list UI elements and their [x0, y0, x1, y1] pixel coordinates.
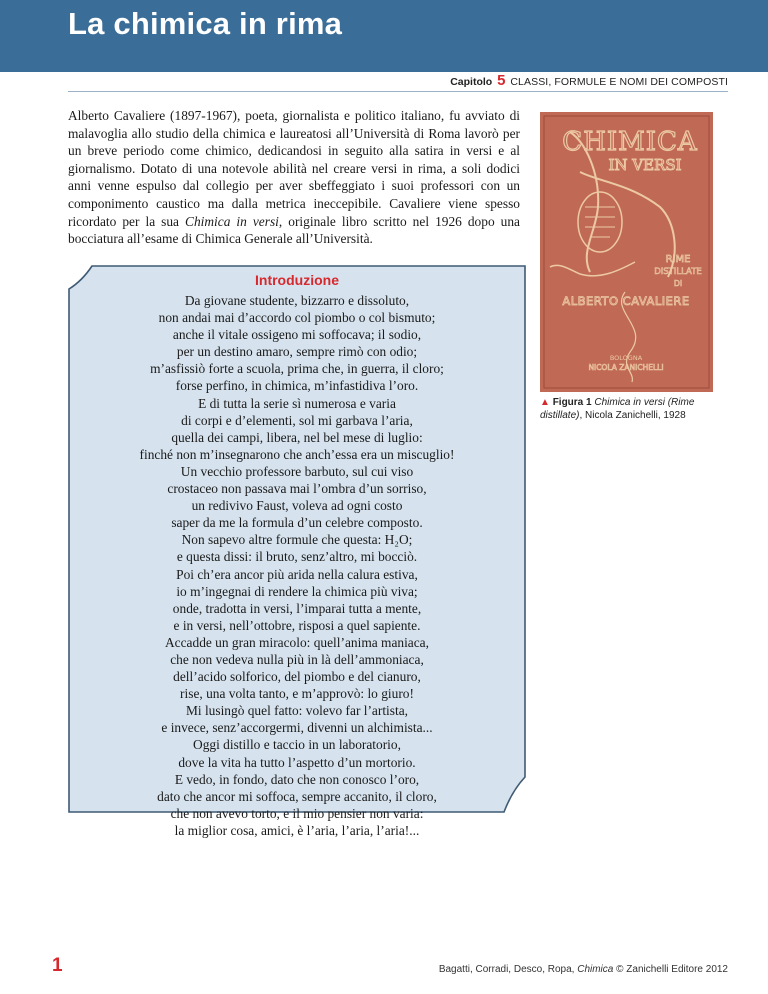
poem-text: [68, 292, 526, 839]
poem-line: crostaceo non passava mai l’ombra d’un sorriso,: [167, 481, 427, 497]
poem-line: la miglior cosa, amici, è l’aria, l’aria, l’aria!...: [174, 822, 420, 838]
cover-city: BOLOGNA: [609, 354, 643, 362]
poem-line: Mi lusingò quel fatto: volevo far l’artista,: [185, 703, 408, 719]
poem-line: Poi ch’era ancor più arida nella calura estiva,: [176, 566, 418, 582]
cover-publisher: NICOLA ZANICHELLI: [588, 363, 664, 372]
poem-line: anche il vitale ossigeno mi soffocava; il sodio,: [172, 327, 422, 343]
cover-title-2: IN VERSI: [608, 156, 682, 174]
chapter-number: 5: [497, 72, 506, 89]
poem-line: m’asfissiò forte a scuola, prima che, in guerra, il cloro;: [150, 361, 444, 377]
chapter-title: CLASSI, FORMULE E NOMI DEI COMPOSTI: [510, 76, 728, 88]
page-title: La chimica in rima: [68, 6, 343, 41]
poem-line: non andai mai d’accordo col piombo o col bismuto;: [158, 310, 436, 326]
poem-line: dove la vita ha tutto l’aspetto d’un mortorio.: [178, 754, 416, 770]
poem-line: rise, una volta tanto, e m’approvò: lo giuro!: [180, 686, 414, 702]
chapter-running-head: [450, 72, 728, 89]
caption-publisher: , Nicola Zanichelli, 1928: [579, 409, 686, 421]
poem-line: e in versi, nell’ottobre, risposi a quel sapiente.: [173, 617, 421, 633]
poem-line: di corpi e d’elementi, sol mi garbava l’aria,: [181, 412, 413, 428]
cover-subtitle-3: DI: [673, 279, 683, 288]
footer-book-title: Chimica: [577, 964, 614, 975]
poem-line: per un destino amaro, sempre rimò con odio;: [176, 344, 418, 360]
poem-line: che non avevo torto, e il mio pensier non varia:: [170, 805, 424, 821]
caption-triangle-icon: ▲: [540, 397, 550, 408]
poem-line: e invece, senz’accorgermi, divenni un alchimista...: [161, 720, 433, 736]
poem-heading: Introduzione: [255, 272, 339, 288]
poem-line: E di tutta la serie sì numerosa e varia: [198, 395, 396, 411]
cover-subtitle-2: DISTILLATE: [654, 267, 702, 277]
cover-title-1: CHIMICA: [562, 127, 698, 157]
poem-line: io m’ingegnai di rendere la chimica più viva;: [176, 583, 418, 599]
poem-line: Oggi distillo e taccio in un laboratorio,: [193, 737, 401, 753]
poem-line: dato che ancor mi soffoca, sempre accanito, il cloro,: [157, 788, 437, 804]
poem-line: dell’acido solforico, del piombo e del cianuro,: [173, 669, 421, 685]
poem-line: quella dei campi, libera, nel bel mese di luglio:: [171, 429, 423, 445]
book-cover-image: [540, 112, 713, 392]
figure-caption: [540, 397, 730, 422]
chapter-label: Capitolo: [450, 76, 493, 88]
intro-text-1: Alberto Cavaliere (1897-1967), poeta, giornalista e politico italiano, fu avviato di malavoglia allo studio della chimica e laureatosi all’Università di Roma lavorò per un breve periodo come chimico, dedicandosi in seguito alla satira in versi e al giornalismo. Dotato di una notevole abilità nel creare versi in rima, a soli dodici anni venne espulso dal collegio per aver sbeffeggiato i suoi professori con un componimento caustico ma dalla metrica ineccepibile. Cavaliere viene spesso ricordato per la sua: [68, 108, 520, 229]
poem-line: saper da me la formula d’un celebre composto.: [171, 515, 423, 531]
caption-book-title: Chimica in versi (Rime distillate): [540, 397, 695, 421]
footer-publisher: © Zanichelli Editore 2012: [613, 964, 728, 975]
poem-line: che non vedeva nulla più in là dell’ammoniaca,: [170, 651, 424, 667]
poem-line: Non sapevo altre formule che questa: H₂O;: [181, 532, 413, 548]
poem-line: Da giovane studente, bizzarro e dissoluto,: [184, 293, 410, 308]
intro-text-2: , originale libro scritto nel 1926 dopo una bocciatura all’esame di Chimica Generale all’Università.: [68, 213, 520, 247]
poem-line: un redivivo Faust, voleva ad ogni costo: [191, 498, 403, 514]
intro-book-title: Chimica in versi: [185, 213, 279, 229]
header-rule: [68, 91, 728, 92]
footer-credit: [439, 964, 728, 975]
footer-authors: Bagatti, Corradi, Desco, Ropa,: [438, 964, 578, 975]
poem-line: Accadde un gran miracolo: quell’anima maniaca,: [165, 634, 429, 650]
poem-line: finché non m’insegnarono che anch’essa era un miscuglio!: [139, 446, 455, 462]
cover-author: ALBERTO CAVALIERE: [562, 294, 690, 308]
poem-line: e questa dissi: il bruto, senz’altro, mi bocciò.: [176, 549, 418, 565]
poem-line: Un vecchio professore barbuto, sul cui viso: [180, 463, 414, 479]
poem-line: E vedo, in fondo, dato che non conosco l’oro,: [174, 771, 420, 787]
header-bar: [0, 0, 768, 72]
intro-paragraph: [68, 107, 520, 248]
page-number: 1: [52, 955, 63, 976]
poem-line: forse perfino, in chimica, m’infastidiva l’oro.: [175, 378, 419, 394]
poem-line: onde, tradotta in versi, l’imparai tutta a mente,: [172, 600, 422, 616]
cover-subtitle-1: RIME: [665, 254, 691, 265]
caption-label: Figura 1: [552, 397, 592, 408]
